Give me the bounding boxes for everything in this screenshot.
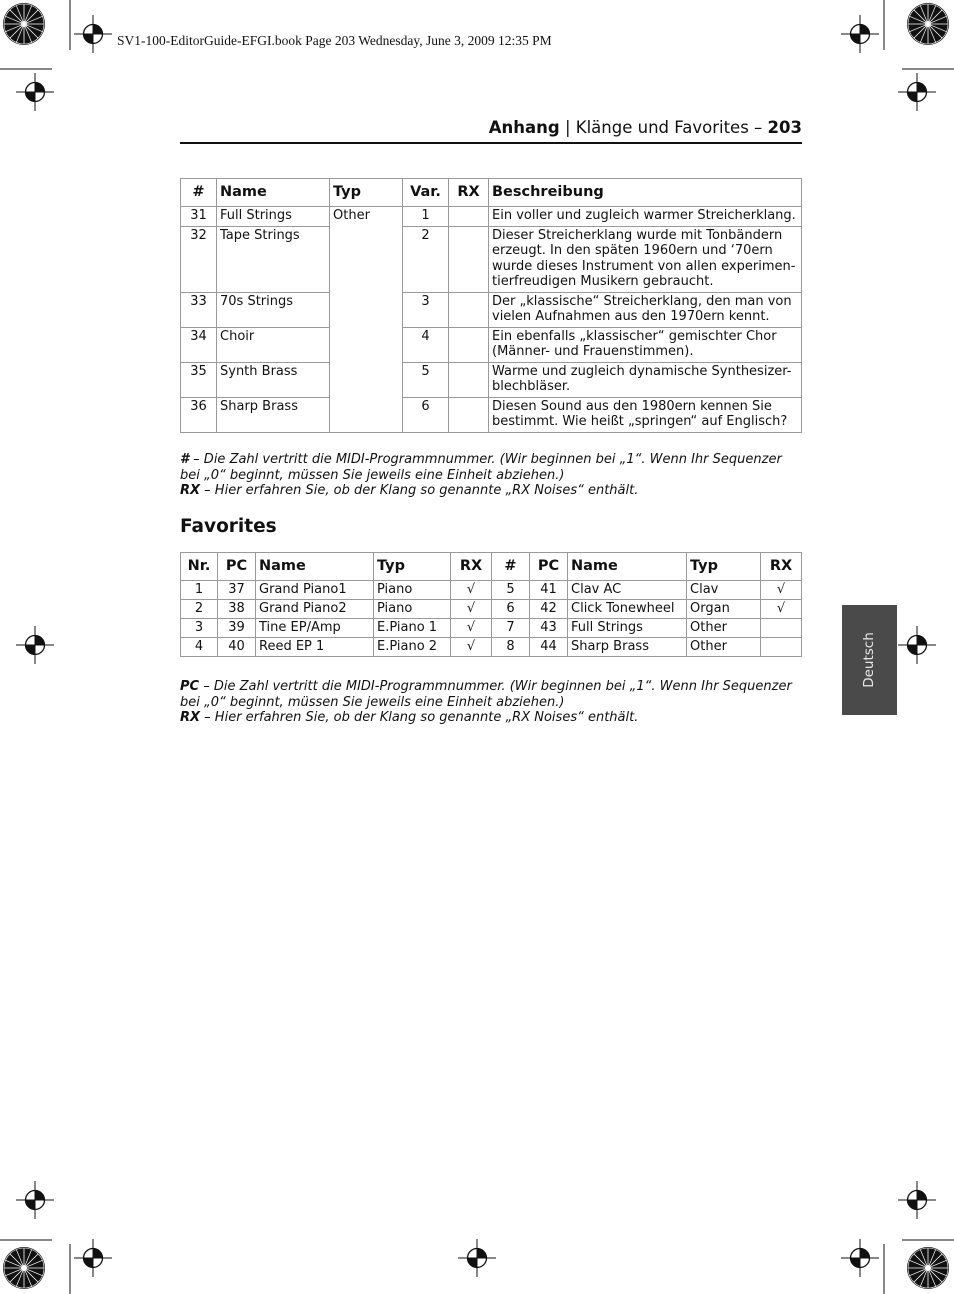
footnote-key: PC [180, 679, 200, 694]
col-number: # [492, 553, 530, 581]
table-row [181, 226, 802, 292]
voice-description: Ein ebenfalls „klassischer“ gemischter Chor (Männer- und Frauenstimmen). [489, 327, 802, 362]
voice-description: Dieser Streicherklang wurde mit Tonbändern erzeugt. In den späten 1960ern und ‘70ern wurde dieses Instrument von allen experimen-tierfreudigen Musikern gebraucht. [489, 226, 802, 292]
col-name: Name [568, 553, 687, 581]
fav-nr: 7 [492, 619, 530, 638]
fav-rx: √ [451, 581, 492, 600]
voice-variation: 3 [403, 292, 449, 327]
fav-rx: √ [761, 600, 802, 619]
voice-rx [449, 327, 489, 362]
fav-type: Clav [687, 581, 761, 600]
fav-rx: √ [451, 638, 492, 657]
voice-table-header [181, 179, 802, 207]
page-header [180, 118, 802, 137]
voice-name: Full Strings [217, 207, 330, 227]
fav-pc: 43 [530, 619, 568, 638]
col-name: Name [217, 179, 330, 207]
voice-number: 32 [181, 226, 217, 292]
col-type: Typ [374, 553, 451, 581]
voice-description: Der „klassische“ Streicherklang, den man von vielen Aufnahmen aus den 1970ern kennt. [489, 292, 802, 327]
fav-nr: 1 [181, 581, 218, 600]
fav-pc: 41 [530, 581, 568, 600]
voice-name: Choir [217, 327, 330, 362]
fav-pc: 37 [218, 581, 256, 600]
voice-table-footnote [180, 452, 802, 499]
table-row [181, 600, 802, 619]
header-rule [180, 142, 802, 144]
fav-rx [761, 619, 802, 638]
language-tab-label: Deutsch [861, 632, 877, 688]
table-row [181, 292, 802, 327]
fav-name: Grand Piano1 [256, 581, 374, 600]
fav-rx: √ [451, 619, 492, 638]
fav-pc: 38 [218, 600, 256, 619]
col-pc: PC [218, 553, 256, 581]
fav-nr: 5 [492, 581, 530, 600]
col-rx: RX [761, 553, 802, 581]
footnote-text: – Hier erfahren Sie, ob der Klang so genannte „RX Noises“ enthält. [200, 710, 639, 726]
footnote-key: # [180, 452, 190, 467]
fav-name: Click Tonewheel [568, 600, 687, 619]
col-nr: Nr. [181, 553, 218, 581]
voice-number: 31 [181, 207, 217, 227]
fav-type: E.Piano 1 [374, 619, 451, 638]
fav-pc: 44 [530, 638, 568, 657]
table-row [181, 207, 802, 227]
table-row [181, 362, 802, 397]
fav-type: Piano [374, 581, 451, 600]
voice-table [180, 178, 802, 433]
print-line: SV1-100-EditorGuide-EFGI.book Page 203 Wednesday, June 3, 2009 12:35 PM [117, 33, 552, 48]
footnote-key: RX [180, 710, 201, 726]
col-variation: Var. [403, 179, 449, 207]
table-row [181, 619, 802, 638]
voice-description: Ein voller und zugleich warmer Streicherklang. [489, 207, 802, 227]
table-row [181, 581, 802, 600]
fav-name: Grand Piano2 [256, 600, 374, 619]
footnote-text: – Hier erfahren Sie, ob der Klang so genannte „RX Noises“ enthält. [200, 483, 639, 499]
voice-rx [449, 397, 489, 432]
fav-type: Other [687, 638, 761, 657]
fav-nr: 3 [181, 619, 218, 638]
voice-name: Tape Strings [217, 226, 330, 292]
header-dash: – [748, 118, 768, 137]
table-row [181, 397, 802, 432]
language-tab [842, 605, 897, 715]
col-pc: PC [530, 553, 568, 581]
fav-name: Full Strings [568, 619, 687, 638]
footnote-text: – Die Zahl vertritt die MIDI-Programmnummer. (Wir beginnen bei „1“. Wenn Ihr Sequenzer bei „0“ beginnt, müssen Sie jeweils eine Einheit abziehen.) [180, 452, 782, 483]
voice-variation: 6 [403, 397, 449, 432]
fav-nr: 8 [492, 638, 530, 657]
header-chapter: Anhang [488, 118, 560, 137]
fav-nr: 4 [181, 638, 218, 657]
fav-pc: 42 [530, 600, 568, 619]
fav-pc: 39 [218, 619, 256, 638]
col-name: Name [256, 553, 374, 581]
favorites-table-header [181, 553, 802, 581]
fav-name: Sharp Brass [568, 638, 687, 657]
voice-rx [449, 207, 489, 227]
fav-type: Piano [374, 600, 451, 619]
section-title-favorites: Favorites [180, 516, 277, 537]
voice-rx [449, 362, 489, 397]
voice-name: Sharp Brass [217, 397, 330, 432]
voice-rx [449, 226, 489, 292]
fav-rx: √ [451, 600, 492, 619]
voice-description: Diesen Sound aus den 1980ern kennen Sie bestimmt. Wie heißt „springen“ auf Englisch? [489, 397, 802, 432]
page-number: 203 [767, 118, 802, 137]
col-number: # [181, 179, 217, 207]
fav-pc: 40 [218, 638, 256, 657]
voice-type: Other [330, 207, 403, 433]
footnote-text: – Die Zahl vertritt die MIDI-Programmnummer. (Wir beginnen bei „1“. Wenn Ihr Sequenzer bei „0“ beginnt, müssen Sie jeweils eine Einheit abziehen.) [180, 679, 792, 710]
fav-nr: 6 [492, 600, 530, 619]
col-type: Typ [687, 553, 761, 581]
footnote-key: RX [180, 483, 201, 499]
voice-variation: 1 [403, 207, 449, 227]
voice-variation: 2 [403, 226, 449, 292]
header-separator: | [559, 118, 576, 137]
voice-number: 33 [181, 292, 217, 327]
fav-name: Tine EP/Amp [256, 619, 374, 638]
table-row [181, 327, 802, 362]
voice-name: Synth Brass [217, 362, 330, 397]
voice-rx [449, 292, 489, 327]
col-rx: RX [451, 553, 492, 581]
fav-type: E.Piano 2 [374, 638, 451, 657]
col-rx: RX [449, 179, 489, 207]
voice-variation: 4 [403, 327, 449, 362]
voice-number: 35 [181, 362, 217, 397]
fav-name: Clav AC [568, 581, 687, 600]
favorites-footnote [180, 679, 802, 726]
voice-description: Warme und zugleich dynamische Synthesizer-blechbläser. [489, 362, 802, 397]
table-row [181, 638, 802, 657]
voice-number: 34 [181, 327, 217, 362]
fav-rx: √ [761, 581, 802, 600]
header-section: Klänge und Favorites [575, 118, 749, 137]
favorites-table [180, 552, 802, 657]
col-type: Typ [330, 179, 403, 207]
fav-name: Reed EP 1 [256, 638, 374, 657]
voice-number: 36 [181, 397, 217, 432]
fav-type: Other [687, 619, 761, 638]
fav-type: Organ [687, 600, 761, 619]
fav-nr: 2 [181, 600, 218, 619]
voice-name: 70s Strings [217, 292, 330, 327]
col-description: Beschreibung [489, 179, 802, 207]
fav-rx [761, 638, 802, 657]
voice-variation: 5 [403, 362, 449, 397]
